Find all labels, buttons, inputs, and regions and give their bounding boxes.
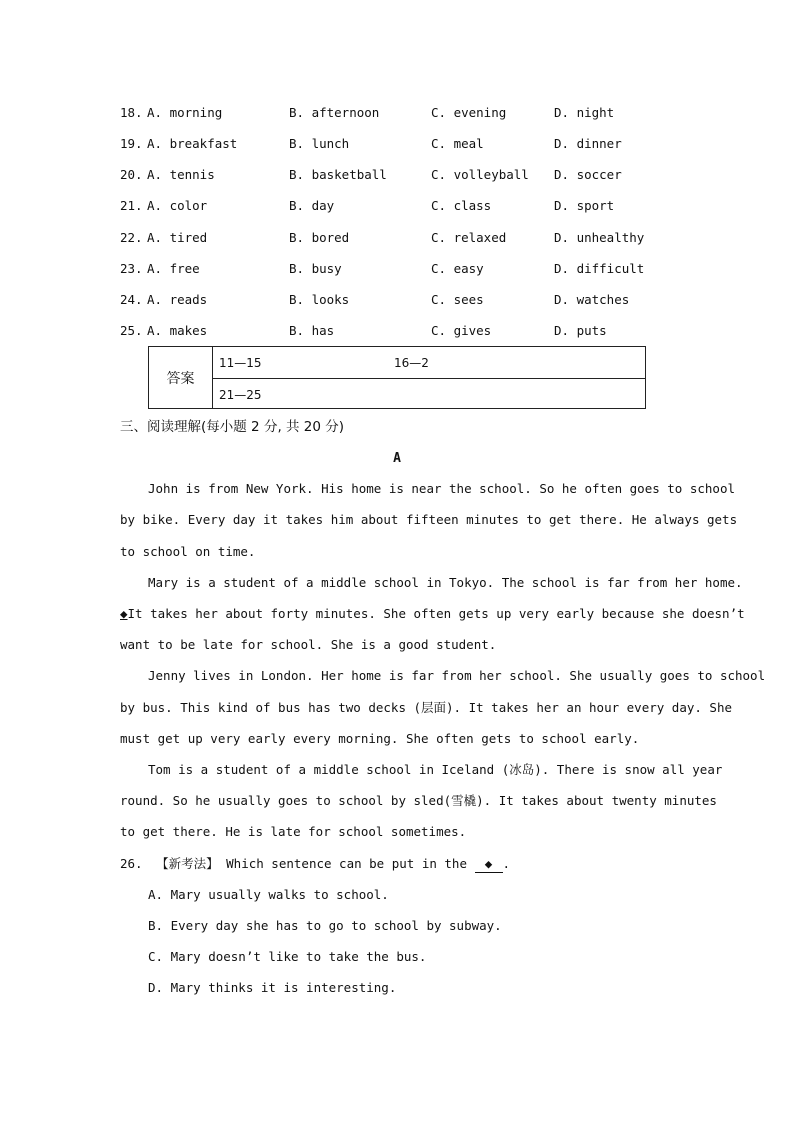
passage-line: round. So he usually goes to school by sled(雪橇). It takes about twenty minutes: [120, 793, 717, 808]
passage-line: want to be late for school. She is a good student.: [120, 637, 497, 652]
answer-range-21-25: 21—25: [219, 388, 262, 402]
option-c: C. sees: [431, 292, 484, 307]
passage-line-text: It takes her about forty minutes. She often gets up very early because she doesn’t: [127, 606, 745, 621]
option-d: D. sport: [554, 198, 615, 213]
option-c: C. evening: [431, 105, 507, 120]
option-c: C. relaxed: [431, 230, 507, 245]
question-number: 18.: [120, 105, 143, 120]
question-stem: [120, 854, 510, 874]
option-a: A. reads: [147, 292, 208, 307]
passage-line: Tom is a student of a middle school in Iceland (冰岛). There is snow all year: [148, 762, 723, 777]
option-b: B. lunch: [289, 136, 350, 151]
option-a: A. makes: [147, 323, 208, 338]
option-d: D. dinner: [554, 136, 622, 151]
answer-range-16-20: 16—2: [394, 356, 429, 370]
option-c: C. meal: [431, 136, 484, 151]
passage-line: to school on time.: [120, 544, 256, 559]
passage-line: to get there. He is late for school sometimes.: [120, 824, 467, 839]
option-b: B. looks: [289, 292, 350, 307]
question-text: Which sentence can be put in the: [226, 856, 467, 871]
question-number: 25.: [120, 323, 143, 338]
option-c: C. volleyball: [431, 167, 529, 182]
table-divider: [212, 378, 645, 379]
option-a: A. color: [147, 198, 208, 213]
option-a: A. morning: [147, 105, 223, 120]
option-b: B. day: [289, 198, 335, 213]
option-b: B. has: [289, 323, 335, 338]
option-d: D. soccer: [554, 167, 622, 182]
option-b: B. basketball: [289, 167, 387, 182]
answer-range-11-15: 11—15: [219, 356, 262, 370]
passage-line: by bus. This kind of bus has two decks (层面). It takes her an hour every day. She: [120, 700, 732, 715]
option-c: C. class: [431, 198, 492, 213]
option-c: C. gives: [431, 323, 492, 338]
question-number: 19.: [120, 136, 143, 151]
passage-line: must get up very early every morning. She often gets to school early.: [120, 731, 640, 746]
option-b: B. bored: [289, 230, 350, 245]
question-number: 24.: [120, 292, 143, 307]
option-d: D. difficult: [554, 261, 645, 276]
option-b: B. busy: [289, 261, 342, 276]
option-d: D. puts: [554, 323, 607, 338]
section-heading: 三、阅读理解(每小题 2 分, 共 20 分): [120, 419, 345, 435]
question-end: .: [502, 856, 511, 871]
passage-line: Mary is a student of a middle school in Tokyo. The school is far from her home.: [148, 575, 743, 590]
passage-line: by bike. Every day it takes him about fifteen minutes to get there. He always gets: [120, 512, 738, 527]
option-c: C. easy: [431, 261, 484, 276]
option-a: A. tired: [147, 230, 208, 245]
answer-table: [148, 346, 646, 409]
question-option-b: B. Every day she has to go to school by subway.: [148, 918, 502, 933]
question-number: 22.: [120, 230, 143, 245]
question-number: 23.: [120, 261, 143, 276]
option-a: A. free: [147, 261, 200, 276]
passage-line: John is from New York. His home is near the school. So he often goes to school: [148, 481, 735, 496]
question-number: 26.: [120, 856, 143, 871]
option-d: D. unhealthy: [554, 230, 645, 245]
passage-line: [120, 604, 745, 624]
question-number: 21.: [120, 198, 143, 213]
question-number: 20.: [120, 167, 143, 182]
passage-line: Jenny lives in London. Her home is far from her school. She usually goes to school: [148, 668, 766, 683]
question-tag: 【新考法】: [156, 856, 219, 871]
question-option-c: C. Mary doesn’t like to take the bus.: [148, 949, 427, 964]
passage-title: A: [393, 451, 401, 466]
option-a: A. tennis: [147, 167, 215, 182]
answer-label: 答案: [149, 347, 213, 408]
question-option-d: D. Mary thinks it is interesting.: [148, 980, 397, 995]
option-a: A. breakfast: [147, 136, 238, 151]
option-d: D. watches: [554, 292, 630, 307]
option-d: D. night: [554, 105, 615, 120]
diamond-marker: ◆: [120, 606, 128, 621]
question-option-a: A. Mary usually walks to school.: [148, 887, 389, 902]
option-b: B. afternoon: [289, 105, 380, 120]
question-blank: ◆: [475, 856, 503, 873]
